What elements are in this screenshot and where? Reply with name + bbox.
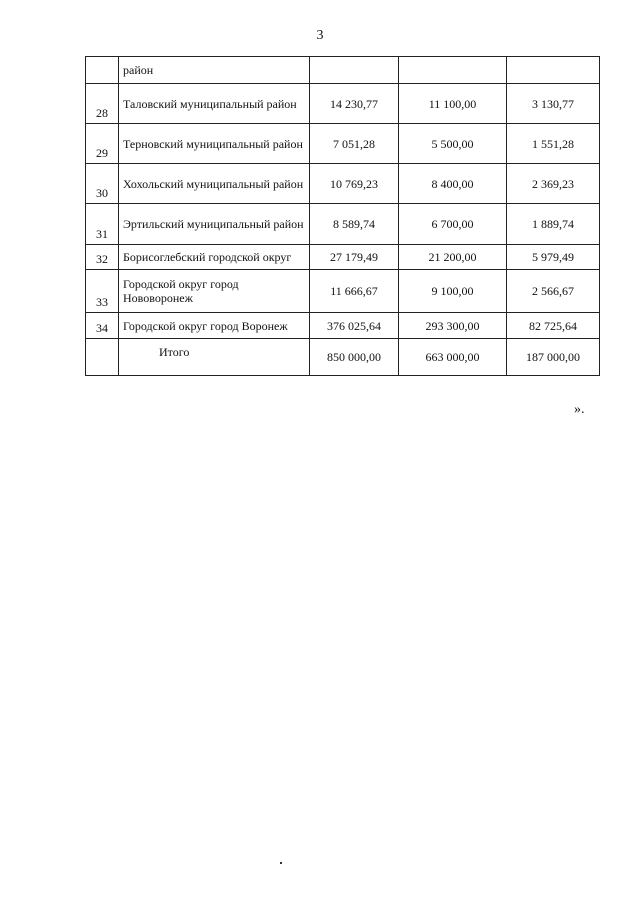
regional-amount-cell: 11 100,00 <box>399 84 507 124</box>
table-row <box>86 84 600 124</box>
row-number-cell: 32 <box>86 245 119 270</box>
local-amount-cell <box>507 57 600 84</box>
district-name-cell: Борисоглебский городской округ <box>119 245 310 270</box>
local-amount-cell: 187 000,00 <box>507 339 600 376</box>
local-amount-cell: 5 979,49 <box>507 245 600 270</box>
table-row <box>86 270 600 313</box>
regional-amount-cell: 9 100,00 <box>399 270 507 313</box>
district-name-cell: Хохольский муниципальный район <box>119 164 310 204</box>
row-number-cell: 31 <box>86 204 119 245</box>
table-row <box>86 124 600 164</box>
closing-quote: ». <box>574 402 585 417</box>
total-amount-cell: 8 589,74 <box>310 204 399 245</box>
regional-amount-cell: 6 700,00 <box>399 204 507 245</box>
table-row <box>86 313 600 339</box>
total-label-cell: Итого <box>119 339 310 376</box>
regional-amount-cell: 293 300,00 <box>399 313 507 339</box>
table-row-continuation <box>86 57 600 84</box>
allocation-table <box>85 56 600 376</box>
local-amount-cell: 82 725,64 <box>507 313 600 339</box>
district-name-cell: Таловский муниципальный район <box>119 84 310 124</box>
row-number-cell: 29 <box>86 124 119 164</box>
row-number-cell: 33 <box>86 270 119 313</box>
local-amount-cell: 2 369,23 <box>507 164 600 204</box>
total-amount-cell: 10 769,23 <box>310 164 399 204</box>
regional-amount-cell: 21 200,00 <box>399 245 507 270</box>
district-name-cell: Терновский муниципальный район <box>119 124 310 164</box>
local-amount-cell: 3 130,77 <box>507 84 600 124</box>
district-name-cell: район <box>119 57 310 84</box>
local-amount-cell: 1 889,74 <box>507 204 600 245</box>
row-number-cell: 34 <box>86 313 119 339</box>
district-name-cell: Городской округ город Нововоронеж <box>119 270 310 313</box>
table-row <box>86 245 600 270</box>
table-row-total <box>86 339 600 376</box>
table-row <box>86 204 600 245</box>
total-amount-cell: 7 051,28 <box>310 124 399 164</box>
row-number-cell <box>86 339 119 376</box>
row-number-cell: 30 <box>86 164 119 204</box>
total-amount-cell: 376 025,64 <box>310 313 399 339</box>
scan-dot-mark <box>280 862 282 864</box>
district-name-cell: Городской округ город Воронеж <box>119 313 310 339</box>
row-number-cell: 28 <box>86 84 119 124</box>
table-row <box>86 164 600 204</box>
page-number: 3 <box>316 28 324 43</box>
local-amount-cell: 1 551,28 <box>507 124 600 164</box>
district-name-cell: Эртильский муниципальный район <box>119 204 310 245</box>
regional-amount-cell <box>399 57 507 84</box>
total-amount-cell: 11 666,67 <box>310 270 399 313</box>
row-number-cell <box>86 57 119 84</box>
regional-amount-cell: 663 000,00 <box>399 339 507 376</box>
total-amount-cell: 27 179,49 <box>310 245 399 270</box>
regional-amount-cell: 5 500,00 <box>399 124 507 164</box>
local-amount-cell: 2 566,67 <box>507 270 600 313</box>
total-amount-cell: 850 000,00 <box>310 339 399 376</box>
regional-amount-cell: 8 400,00 <box>399 164 507 204</box>
total-amount-cell: 14 230,77 <box>310 84 399 124</box>
total-amount-cell <box>310 57 399 84</box>
